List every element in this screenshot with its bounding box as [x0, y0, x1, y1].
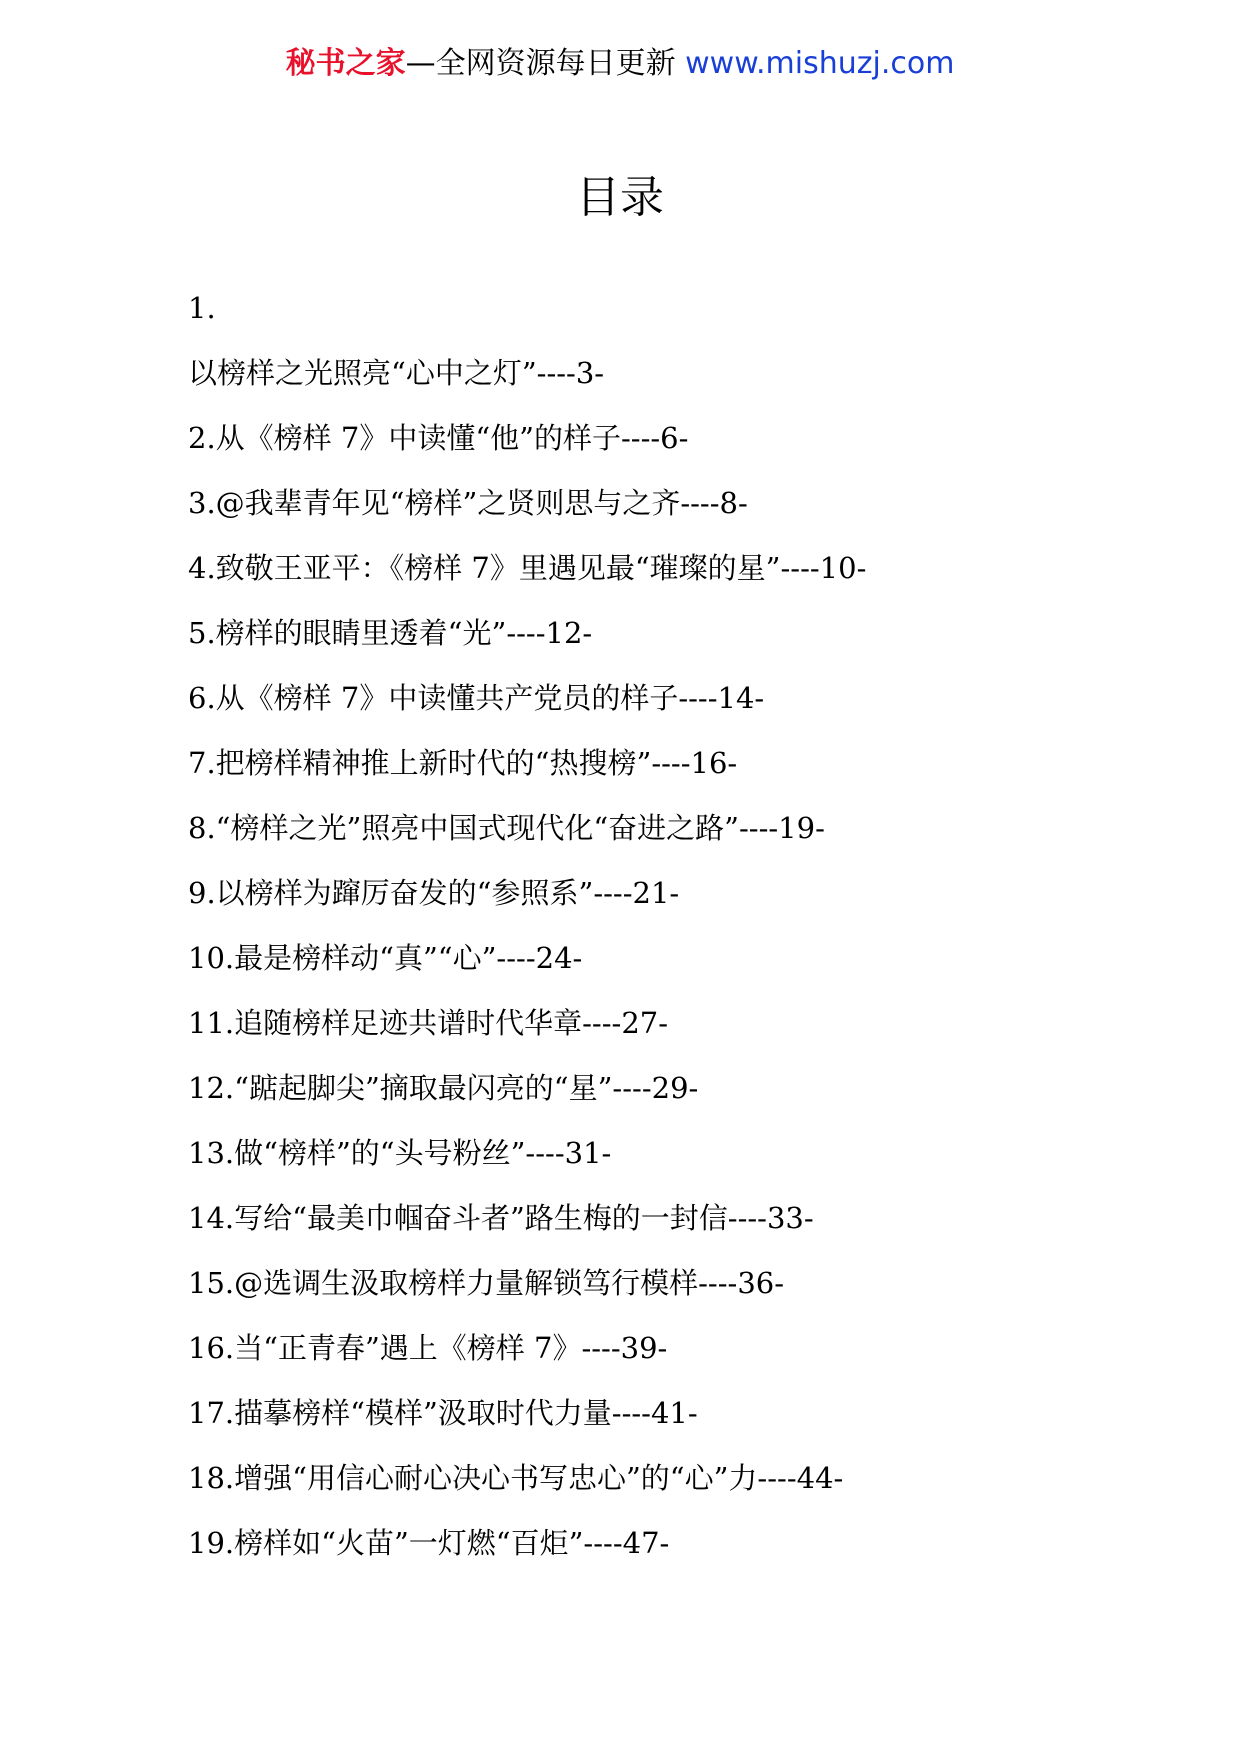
toc-item: 16.当“正青春”遇上《榜样 7》----39-	[188, 1331, 668, 1365]
toc-item: 19.榜样如“火苗”一灯燃“百炬”----47-	[188, 1526, 670, 1560]
toc-item: 11.追随榜样足迹共谱时代华章----27-	[188, 1006, 669, 1040]
site-url[interactable]: www.mishuzj.com	[685, 46, 955, 81]
toc-item: 17.描摹榜样“模样”汲取时代力量----41-	[188, 1396, 698, 1430]
toc-item: 15.@选调生汲取榜样力量解锁笃行模样----36-	[188, 1266, 785, 1300]
page-header	[0, 44, 1240, 84]
toc-item: 6.从《榜样 7》中读懂共产党员的样子----14-	[188, 681, 765, 715]
toc-item: 7.把榜样精神推上新时代的“热搜榜”----16-	[188, 746, 738, 780]
toc-item: 5.榜样的眼睛里透着“光”----12-	[188, 616, 593, 650]
toc-item: 14.写给“最美巾帼奋斗者”路生梅的一封信----33-	[188, 1201, 814, 1235]
toc-item: 8.“榜样之光”照亮中国式现代化“奋进之路”----19-	[188, 811, 825, 845]
header-slogan: —全网资源每日更新	[405, 46, 686, 81]
toc-item: 4.致敬王亚平：《榜样 7》里遇见最“璀璨的星”----10-	[188, 551, 867, 585]
toc-item: 12.“踮起脚尖”摘取最闪亮的“星”----29-	[188, 1071, 699, 1105]
toc-item: 9.以榜样为蹿厉奋发的“参照系”----21-	[188, 876, 680, 910]
toc-item: 13.做“榜样”的“头号粉丝”----31-	[188, 1136, 612, 1170]
toc-item: 2.从《榜样 7》中读懂“他”的样子----6-	[188, 421, 689, 455]
toc-item: 10.最是榜样动“真”“心”----24-	[188, 941, 583, 975]
table-of-contents	[188, 288, 1188, 1588]
brand-name: 秘书之家	[285, 46, 406, 81]
toc-item: 1.	[188, 291, 216, 325]
toc-item: 以榜样之光照亮“心中之灯”----3-	[188, 356, 605, 390]
toc-item: 18.增强“用信心耐心决心书写忠心”的“心”力----44-	[188, 1461, 844, 1495]
toc-item: 3.@我辈青年见“榜样”之贤则思与之齐----8-	[188, 486, 748, 520]
page-title: 目录	[576, 172, 664, 223]
